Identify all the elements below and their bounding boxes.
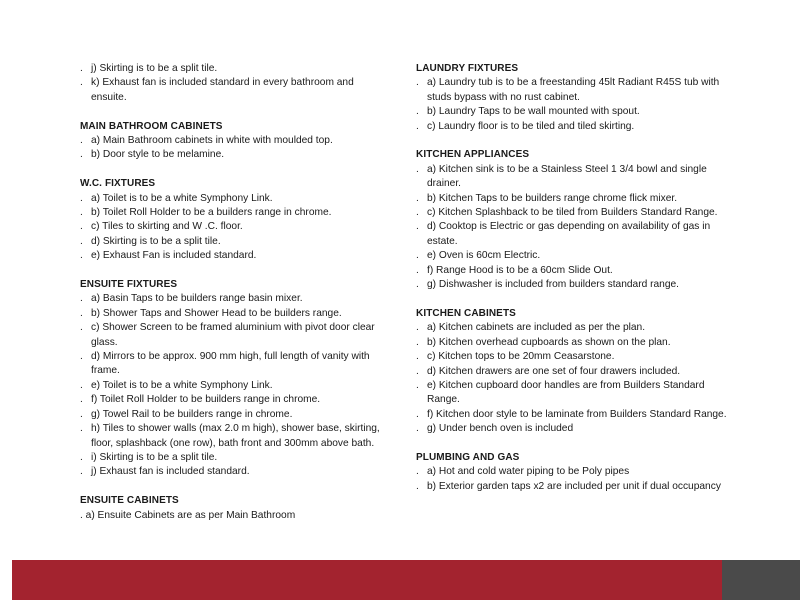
bullet: . xyxy=(416,322,419,334)
bullet: . xyxy=(416,423,419,435)
bullet: . xyxy=(80,466,83,478)
item-text: i) Skirting is to be a split tile. xyxy=(91,451,218,463)
bullet: . xyxy=(80,149,83,161)
bullet: . xyxy=(416,221,419,233)
left-column xyxy=(80,62,390,537)
bullet: . xyxy=(80,250,83,262)
bullet: . xyxy=(416,379,419,391)
list-item xyxy=(80,408,390,422)
list-item xyxy=(416,206,731,220)
item-text: b) Door style to be melamine. xyxy=(91,149,225,161)
bullet: . xyxy=(80,77,83,89)
item-text: g) Dishwasher is included from builders standard range. xyxy=(427,279,679,291)
main-bathroom-cabinets-section xyxy=(80,120,390,163)
item-text: a) Laundry tub is to be a freestanding 45lt Radiant R45S tub with studs bypass with no rust cabinet. xyxy=(427,77,720,103)
item-text: g) Towel Rail to be builders range in chrome. xyxy=(91,408,293,420)
bullet: . xyxy=(80,423,83,435)
bullet: . xyxy=(80,293,83,305)
section-heading: PLUMBING AND GAS xyxy=(416,451,520,463)
list-item xyxy=(80,134,390,148)
section-heading: KITCHEN CABINETS xyxy=(416,307,516,319)
bullet: . xyxy=(416,120,419,132)
bullet: . xyxy=(80,192,83,204)
list-item xyxy=(416,465,731,479)
list-item xyxy=(80,321,390,350)
list-item xyxy=(80,350,390,379)
bullet: . xyxy=(416,250,419,262)
item-text: c) Tiles to skirting and W .C. floor. xyxy=(91,221,243,233)
item-text: g) Under bench oven is included xyxy=(427,423,574,435)
bullet: . xyxy=(80,63,83,74)
item-text: a) Kitchen sink is to be a Stainless Steel 1 3/4 bowl and single drainer. xyxy=(427,163,707,190)
section-heading: KITCHEN APPLIANCES xyxy=(416,149,530,161)
section-heading: W.C. FIXTURES xyxy=(80,178,156,190)
bullet: . xyxy=(80,207,83,219)
list-item xyxy=(80,249,390,263)
item-text: e) Exhaust Fan is included standard. xyxy=(91,250,257,262)
list-item xyxy=(416,192,731,206)
list-item xyxy=(416,408,731,422)
bullet: . xyxy=(416,77,419,89)
item-text: d) Mirrors to be approx. 900 mm high, full length of vanity with frame. xyxy=(91,351,370,377)
list-item xyxy=(80,422,390,451)
list-item xyxy=(80,292,390,306)
list-item xyxy=(80,220,390,234)
item-text: e) Oven is 60cm Electric. xyxy=(427,250,541,262)
item-text: a) Basin Taps to be builders range basin mixer. xyxy=(91,293,303,305)
section-heading: LAUNDRY FIXTURES xyxy=(416,63,519,74)
item-text: b) Exterior garden taps x2 are included per unit if dual occupancy xyxy=(427,480,721,492)
list-item xyxy=(80,235,390,249)
bullet: . xyxy=(416,408,419,420)
plumbing-and-gas-section xyxy=(416,451,731,494)
section-heading: ENSUITE FIXTURES xyxy=(80,279,178,291)
list-item xyxy=(80,148,390,162)
bullet: . xyxy=(80,351,83,363)
list-item xyxy=(80,393,390,407)
list-item xyxy=(416,278,731,292)
item-text: b) Shower Taps and Shower Head to be builders range. xyxy=(91,307,342,319)
list-item xyxy=(80,307,390,321)
item-text: a) Toilet is to be a white Symphony Link. xyxy=(91,192,273,204)
list-item xyxy=(416,220,731,249)
ensuite-fixtures-section xyxy=(80,278,390,480)
bullet: . xyxy=(416,192,419,204)
wc-fixtures-section xyxy=(80,177,390,263)
item-text: c) Kitchen tops to be 20mm Ceasarstone. xyxy=(427,351,615,363)
list-item xyxy=(416,105,731,119)
item-text: h) Tiles to shower walls (max 2.0 m high), shower base, skirting, floor, splashback (one row), bath front and 300mm above bath. xyxy=(91,423,380,449)
bullet: . xyxy=(416,351,419,363)
item-text: . a) Ensuite Cabinets are as per Main Bathroom xyxy=(80,509,296,521)
bullet: . xyxy=(416,365,419,377)
bullet: . xyxy=(80,451,83,463)
footer-red-band xyxy=(12,560,722,600)
bullet: . xyxy=(416,279,419,291)
bullet: . xyxy=(80,394,83,406)
list-item xyxy=(416,422,731,436)
bullet: . xyxy=(416,480,419,492)
item-text: j) Skirting is to be a split tile. xyxy=(91,63,218,74)
item-text: c) Kitchen Splashback to be tiled from Builders Standard Range. xyxy=(427,207,718,219)
list-item xyxy=(80,465,390,479)
item-text: a) Main Bathroom cabinets in white with moulded top. xyxy=(91,135,333,147)
bullet: . xyxy=(80,235,83,247)
bullet: . xyxy=(80,135,83,147)
bullet: . xyxy=(80,322,83,334)
bullet: . xyxy=(416,207,419,219)
item-text: b) Laundry Taps to be wall mounted with spout. xyxy=(427,106,640,118)
kitchen-appliances-section xyxy=(416,148,731,292)
list-item xyxy=(80,192,390,206)
list-item xyxy=(416,321,731,335)
bullet: . xyxy=(416,264,419,276)
item-text: d) Cooktop is Electric or gas depending on availability of gas in estate. xyxy=(427,221,711,247)
item-text: b) Kitchen overhead cupboards as shown on the plan. xyxy=(427,336,671,348)
item-text: k) Exhaust fan is included standard in every bathroom and ensuite. xyxy=(91,77,354,103)
kitchen-cabinets-section xyxy=(416,307,731,437)
bullet: . xyxy=(80,379,83,391)
list-item xyxy=(416,264,731,278)
item-text: a) Hot and cold water piping to be Poly pipes xyxy=(427,466,630,478)
list-item xyxy=(416,365,731,379)
bullet: . xyxy=(80,408,83,420)
bullet: . xyxy=(416,163,419,175)
list-item xyxy=(416,336,731,350)
ensuite-cabinets-section xyxy=(80,494,390,523)
item-text: e) Kitchen cupboard door handles are from Builders Standard Range. xyxy=(427,379,705,406)
list-item xyxy=(80,76,390,105)
item-text: f) Toilet Roll Holder to be builders range in chrome. xyxy=(91,394,321,406)
item-text: d) Kitchen drawers are one set of four drawers included. xyxy=(427,365,681,377)
item-text: c) Laundry floor is to be tiled and tiled skirting. xyxy=(427,120,635,132)
footer-grey-block xyxy=(722,560,800,600)
bullet: . xyxy=(416,336,419,348)
item-text: b) Toilet Roll Holder to be a builders range in chrome. xyxy=(91,207,332,219)
list-item xyxy=(416,480,731,494)
list-item xyxy=(80,206,390,220)
bullet: . xyxy=(80,221,83,233)
list-item xyxy=(416,379,731,408)
list-item xyxy=(416,163,731,192)
list-item xyxy=(80,509,390,523)
list-item xyxy=(416,350,731,364)
bullet: . xyxy=(416,466,419,478)
item-text: f) Range Hood is to be a 60cm Slide Out. xyxy=(427,264,613,276)
list-item xyxy=(80,451,390,465)
list-item xyxy=(80,379,390,393)
list-item xyxy=(416,249,731,263)
section-heading: MAIN BATHROOM CABINETS xyxy=(80,120,223,132)
item-text: f) Kitchen door style to be laminate from Builders Standard Range. xyxy=(427,408,727,420)
bullet: . xyxy=(416,106,419,118)
bullet: . xyxy=(80,307,83,319)
list-item xyxy=(416,76,731,105)
section-heading: ENSUITE CABINETS xyxy=(80,495,179,507)
item-text: b) Kitchen Taps to be builders range chrome flick mixer. xyxy=(427,192,678,204)
item-text: a) Kitchen cabinets are included as per the plan. xyxy=(427,322,646,334)
bathroom-continued-section xyxy=(80,62,390,105)
laundry-fixtures-section xyxy=(416,62,731,134)
list-item xyxy=(80,62,390,76)
list-item xyxy=(416,120,731,134)
item-text: j) Exhaust fan is included standard. xyxy=(91,466,250,478)
item-text: c) Shower Screen to be framed aluminium with pivot door clear glass. xyxy=(91,322,375,348)
item-text: d) Skirting is to be a split tile. xyxy=(91,235,221,247)
right-column xyxy=(416,62,731,509)
item-text: e) Toilet is to be a white Symphony Link. xyxy=(91,379,273,391)
